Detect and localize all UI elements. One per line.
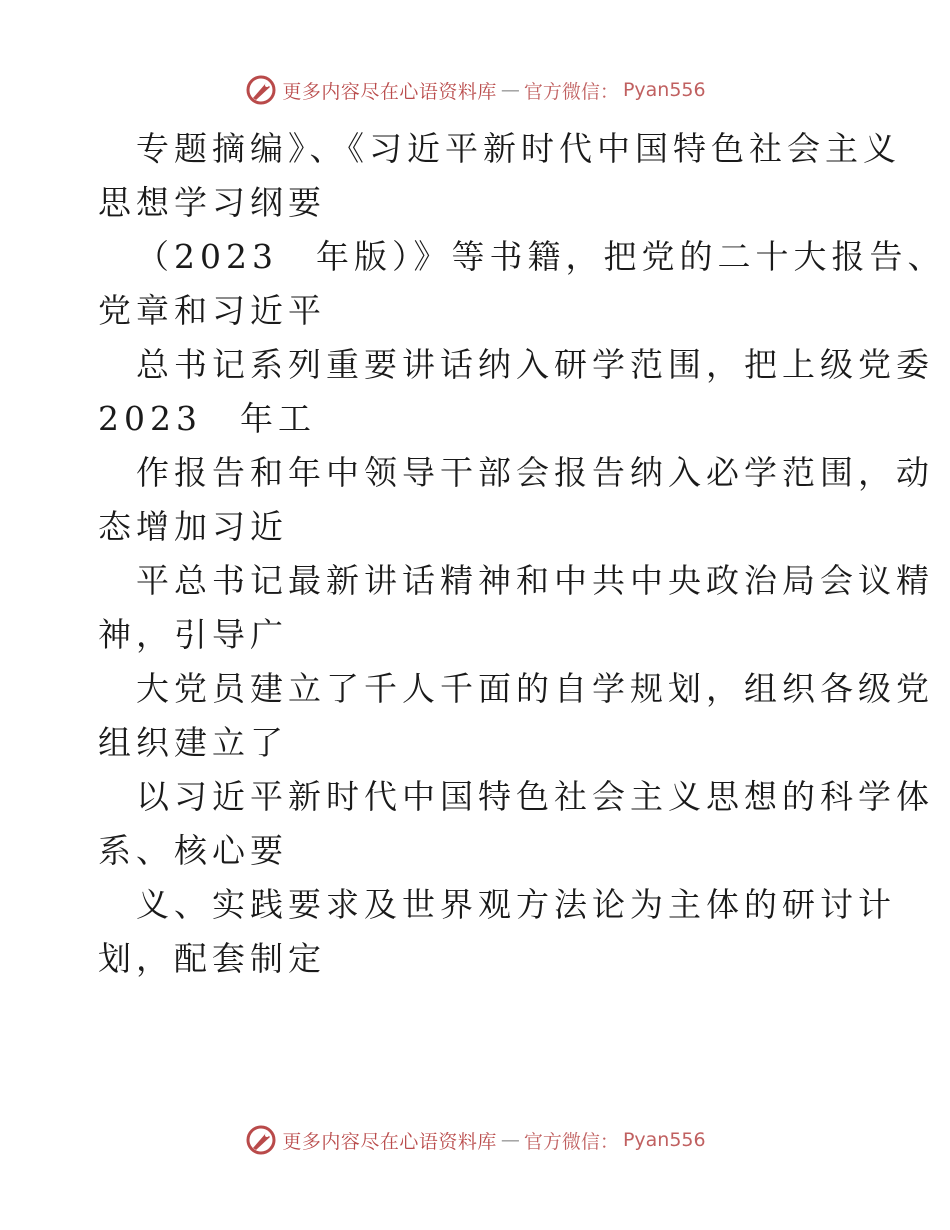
- body-line: （2023 年版）》等书籍，把党的二十大报告、: [136, 237, 946, 276]
- body-line: 神，引导广: [98, 615, 288, 654]
- watermark-separator: —: [500, 1129, 520, 1151]
- watermark-wechat-id: Pyan556: [622, 1129, 706, 1151]
- body-line: 义、实践要求及世界观方法论为主体的研讨计: [136, 885, 896, 924]
- body-line: 平总书记最新讲话精神和中共中央政治局会议精: [136, 561, 934, 600]
- watermark-text: 更多内容尽在心语资料库: [282, 1130, 497, 1153]
- body-line: 总书记系列重要讲话纳入研学范围，把上级党委: [136, 345, 934, 384]
- body-line: 作报告和年中领导干部会报告纳入必学范围，动: [136, 453, 934, 492]
- body-line: 专题摘编》、《习近平新时代中国特色社会主义: [136, 129, 901, 168]
- body-line: 组织建立了: [98, 723, 288, 762]
- footer-watermark: [0, 1120, 950, 1160]
- watermark-wechat-id: Pyan556: [622, 79, 706, 101]
- document-body: [98, 122, 946, 986]
- watermark-contact-label: 官方微信：: [523, 1130, 619, 1153]
- header-watermark: [0, 70, 950, 110]
- body-line: 大党员建立了千人千面的自学规划，组织各级党: [136, 669, 934, 708]
- body-line: 划，配套制定: [98, 939, 326, 978]
- watermark-text: 更多内容尽在心语资料库: [282, 80, 497, 103]
- body-line: 以习近平新时代中国特色社会主义思想的科学体: [136, 777, 934, 816]
- body-line: 思想学习纲要: [98, 183, 326, 222]
- watermark-separator: —: [500, 79, 520, 101]
- pen-nib-logo-icon: [244, 73, 278, 107]
- body-line: 态增加习近: [98, 507, 288, 546]
- watermark-contact-label: 官方微信：: [523, 80, 619, 103]
- body-line: 党章和习近平: [98, 291, 326, 330]
- body-line: 系、核心要: [98, 831, 288, 870]
- body-line: 2023 年工: [98, 399, 316, 438]
- pen-nib-logo-icon: [244, 1123, 278, 1157]
